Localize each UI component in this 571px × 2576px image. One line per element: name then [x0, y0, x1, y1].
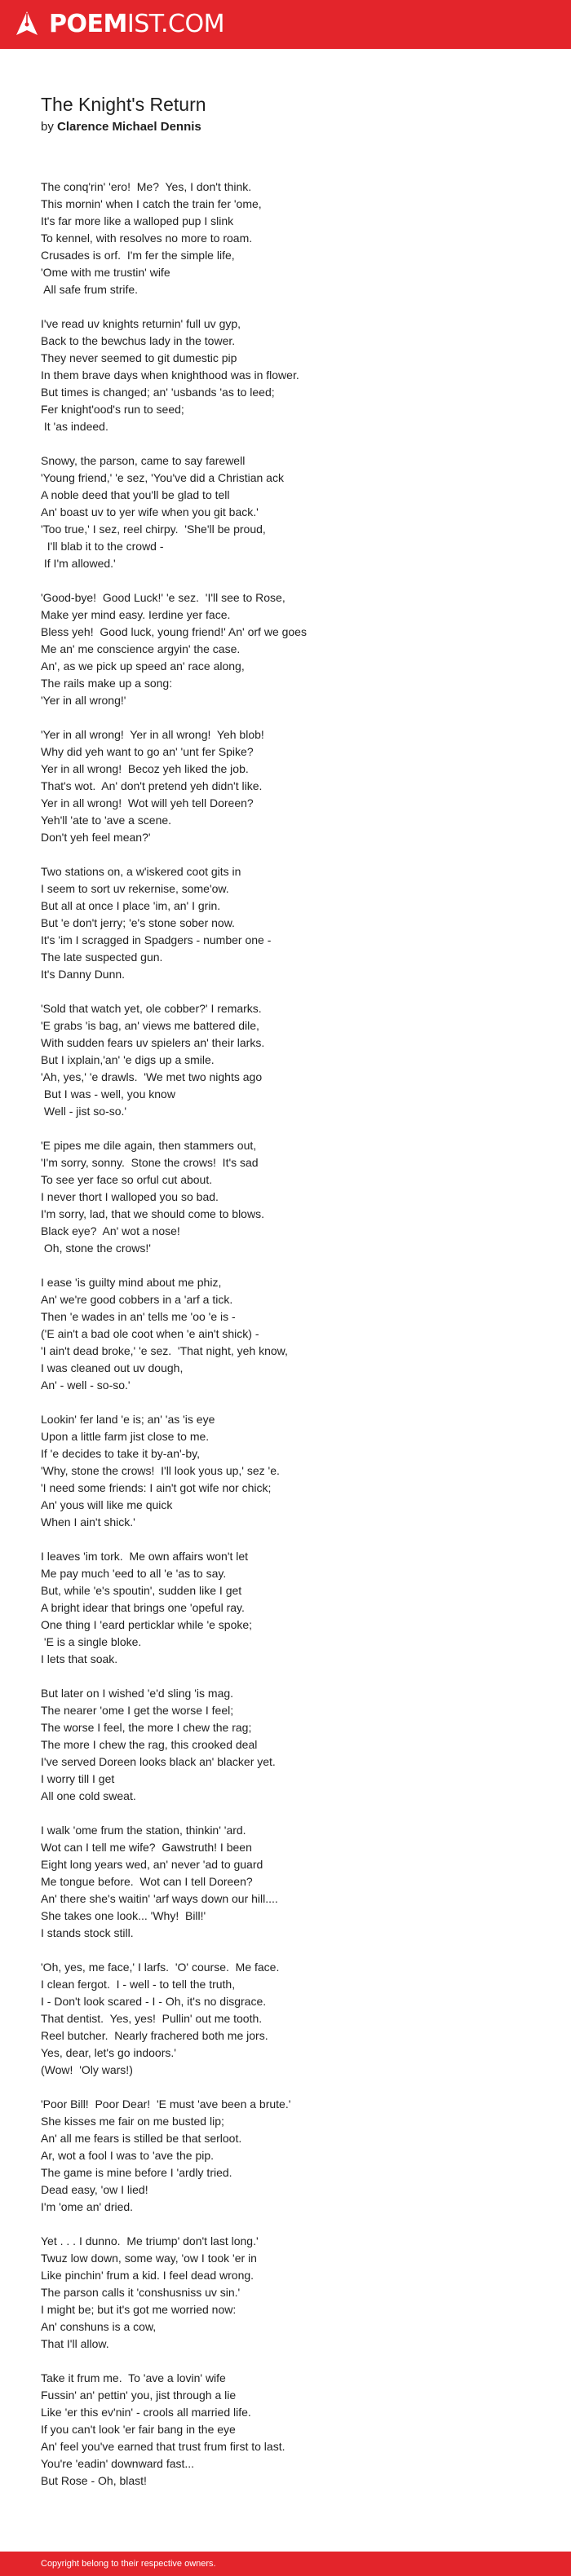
poem-line: To kennel, with resolves no more to roam. — [41, 232, 253, 245]
poem-line: An', as we pick up speed an' race along, — [41, 659, 245, 673]
poem-line: I leaves 'im tork. Me own affairs won't let — [41, 1550, 249, 1563]
poem-line: I was cleaned out uv dough, — [41, 1361, 184, 1374]
stanza — [41, 315, 547, 435]
poem-line: 'Sold that watch yet, ole cobber?' I remarks. — [41, 1002, 262, 1015]
poem-line: You're 'eadin' downward fast... — [41, 2457, 195, 2470]
poem-line: Yer in all wrong! Wot will yeh tell Doreen? — [41, 796, 254, 809]
poem-line: 'Why, stone the crows! I'll look yous up,' sez 'e. — [41, 1464, 280, 1477]
poem-line: I've read uv knights returnin' full uv gyp, — [41, 317, 241, 330]
stanza-gap — [41, 1257, 547, 1274]
stanza — [41, 452, 547, 572]
poem-line: I lets that soak. — [41, 1652, 118, 1665]
poem-line: Back to the bewchus lady in the tower. — [41, 334, 236, 347]
poem-line: The game is mine before I 'ardly tried. — [41, 2166, 232, 2179]
stanza-gap — [41, 2079, 547, 2096]
poem-line: 'I'm sorry, sonny. Stone the crows! It's sad — [41, 1156, 259, 1169]
poem-line: A bright idear that brings one 'opeful ray. — [41, 1601, 245, 1614]
poem-line: I ease 'is guilty mind about me phiz, — [41, 1276, 222, 1289]
poem-line: I'm 'ome an' dried. — [41, 2200, 134, 2213]
poem-line: An' boast uv to yer wife when you git back.' — [41, 505, 259, 518]
poem-line: She kisses me fair on me busted lip; — [41, 2115, 224, 2128]
stanza-gap — [41, 435, 547, 452]
poem-line: I'll blab it to the crowd - — [41, 540, 164, 553]
poem-line: Don't yeh feel mean?' — [41, 831, 151, 844]
poem-line: Crusades is orf. I'm fer the simple life, — [41, 249, 235, 262]
poem-line: An' yous will like me quick — [41, 1498, 173, 1511]
poem-line: But later on I wished 'e'd sling 'is mag. — [41, 1687, 234, 1700]
poem-line: 'Poor Bill! Poor Dear! 'E must 'ave been a brute.' — [41, 2097, 291, 2111]
stanza-gap — [41, 1531, 547, 1548]
poem-line: Fussin' an' pettin' you, jist through a lie — [41, 2389, 237, 2402]
poem-body — [41, 179, 547, 2490]
poem-line: It's Danny Dunn. — [41, 968, 126, 981]
poem-line: An' conshuns is a cow, — [41, 2320, 157, 2333]
stanza — [41, 1411, 547, 1531]
poem-line: 'E pipes me dile again, then stammers out, — [41, 1139, 257, 1152]
poem-line: Black eye? An' wot a nose! — [41, 1224, 180, 1237]
poem-line: Yer in all wrong! Becoz yeh liked the job. — [41, 762, 249, 775]
poem-line: It's 'im I scragged in Spadgers - number one - — [41, 933, 272, 946]
stanza-gap — [41, 1120, 547, 1137]
poem-line: But I was - well, you know — [41, 1087, 175, 1101]
poem-line: Yes, dear, let's go indoors.' — [41, 2046, 176, 2059]
poem-line: 'I need some friends: I ain't got wife nor chick; — [41, 1481, 272, 1494]
poem-line: Twuz low down, some way, 'ow I took 'er in — [41, 2252, 257, 2265]
poem-line: Yet . . . I dunno. Me triump' don't last long.' — [41, 2234, 259, 2247]
poem-line: An' we're good cobbers in a 'arf a tick. — [41, 1293, 233, 1306]
poem-line: But 'e don't jerry; 'e's stone sober now. — [41, 916, 235, 929]
stanza-gap — [41, 1394, 547, 1411]
stanza — [41, 1274, 547, 1394]
stanza — [41, 589, 547, 709]
logo-text-bold: POEM — [49, 10, 127, 38]
site-header — [0, 0, 571, 49]
poem-line: I - Don't look scared - I - Oh, it's no disgrace. — [41, 1995, 267, 2008]
stanza — [41, 179, 547, 298]
poem-line: I never thort I walloped you so bad. — [41, 1190, 219, 1203]
poem-line: All one cold sweat. — [41, 1789, 136, 1802]
poem-line: I walk 'ome frum the station, thinkin' 'ard. — [41, 1824, 246, 1837]
poem-line: It 'as indeed. — [41, 420, 108, 433]
poem-line: Why did yeh want to go an' 'unt fer Spike? — [41, 745, 254, 758]
stanza-gap — [41, 2353, 547, 2370]
stanza — [41, 1548, 547, 1668]
poem-line: Me tongue before. Wot can I tell Doreen? — [41, 1875, 253, 1888]
poem-line: 'Oh, yes, me face,' I larfs. 'O' course. Me face. — [41, 1961, 280, 1974]
stanza — [41, 1959, 547, 2079]
byline-prefix: by — [41, 120, 58, 134]
poem-line: I clean fergot. I - well - to tell the truth, — [41, 1978, 236, 1991]
poem-line: Make yer mind easy. Ierdine yer face. — [41, 608, 231, 621]
poem-line: That's wot. An' don't pretend yeh didn't like. — [41, 779, 263, 792]
poem-line: But Rose - Oh, blast! — [41, 2474, 147, 2487]
poem-line: This mornin' when I catch the train fer 'ome, — [41, 197, 262, 210]
poem-line: That dentist. Yes, yes! Pullin' out me tooth. — [41, 2012, 263, 2025]
poem-line: I'm sorry, lad, that we should come to blows. — [41, 1207, 264, 1220]
poem-title: The Knight's Return — [41, 94, 206, 115]
poem-line: Me pay much 'eed to all 'e 'as to say. — [41, 1567, 227, 1580]
poem-line: With sudden fears uv spielers an' their larks. — [41, 1036, 265, 1049]
site-logo-link[interactable] — [49, 10, 224, 39]
poem-line: (Wow! 'Oly wars!) — [41, 2063, 133, 2076]
poem-line: ('E ain't a bad ole coot when 'e ain't shick) - — [41, 1327, 259, 1340]
poem-line: To see yer face so orful cut about. — [41, 1173, 213, 1186]
stanza-gap — [41, 709, 547, 726]
poem-line: Eight long years wed, an' never 'ad to guard — [41, 1858, 263, 1871]
poem-line: 'Yer in all wrong! Yer in all wrong! Yeh blob! — [41, 728, 264, 741]
stanza — [41, 1137, 547, 1257]
stanza-gap — [41, 1805, 547, 1822]
poem-line: But all at once I place 'im, an' I grin. — [41, 899, 221, 912]
poem-line: 'Young friend,' 'e sez, 'You've did a Christian ack — [41, 471, 284, 484]
poem-line: An' feel you've earned that trust frum first to last. — [41, 2440, 286, 2453]
poem-line: But times is changed; an' 'usbands 'as to leed; — [41, 386, 275, 399]
stanza-gap — [41, 298, 547, 315]
byline — [41, 119, 201, 135]
poem-line: I stands stock still. — [41, 1926, 134, 1939]
poem-line: They never seemed to git dumestic pip — [41, 351, 237, 364]
poem-line: I seem to sort uv rekernise, some'ow. — [41, 882, 229, 895]
poem-line: Dead easy, 'ow I lied! — [41, 2183, 148, 2196]
poem-line: If 'e decides to take it by-an'-by, — [41, 1447, 200, 1460]
poem-line: I might be; but it's got me worried now: — [41, 2303, 237, 2316]
poem-line: Oh, stone the crows!' — [41, 1242, 151, 1255]
poem-line: I've served Doreen looks black an' blacker yet. — [41, 1755, 276, 1768]
poem-line: The conq'rin' 'ero! Me? Yes, I don't think. — [41, 180, 252, 193]
poem-line: An' - well - so-so.' — [41, 1378, 131, 1392]
stanza-gap — [41, 983, 547, 1000]
poem-line: Ar, wot a fool I was to 'ave the pip. — [41, 2149, 215, 2162]
poem-line: Upon a little farm jist close to me. — [41, 1430, 210, 1443]
site-footer — [0, 2552, 571, 2576]
poem-line: The rails make up a song: — [41, 677, 173, 690]
poem-line: Two stations on, a w'iskered coot gits in — [41, 865, 241, 878]
copyright-notice: Copyright belong to their respective owners. — [41, 2559, 216, 2569]
stanza — [41, 726, 547, 846]
poem-line: Me an' me conscience argyin' the case. — [41, 642, 241, 655]
stanza-gap — [41, 1942, 547, 1959]
poem-line: A noble deed that you'll be glad to tell — [41, 488, 230, 501]
stanza-gap — [41, 572, 547, 589]
stanza-gap — [41, 846, 547, 863]
poem-line: 'Yer in all wrong!' — [41, 694, 126, 707]
poem-line: When I ain't shick.' — [41, 1515, 135, 1528]
poem-line: The worse I feel, the more I chew the rag; — [41, 1721, 252, 1734]
poem-line: Like 'er this ev'nin' - crools all married life. — [41, 2406, 251, 2419]
poem-line: But I ixplain,'an' 'e digs up a smile. — [41, 1053, 215, 1066]
poem-line: The late suspected gun. — [41, 951, 163, 964]
stanza — [41, 2096, 547, 2216]
poem-line: The parson calls it 'conshusniss uv sin.' — [41, 2286, 241, 2299]
poem-line: Bless yeh! Good luck, young friend!' An' orf we goes — [41, 625, 307, 638]
stanza-gap — [41, 2216, 547, 2233]
poem-line: Snowy, the parson, came to say farewell — [41, 454, 246, 467]
poem-line: Wot can I tell me wife? Gawstruth! I been — [41, 1841, 252, 1854]
poem-line: Then 'e wades in an' tells me 'oo 'e is - — [41, 1310, 236, 1323]
stanza — [41, 863, 547, 983]
poem-line: Like pinchin' frum a kid. I feel dead wrong. — [41, 2269, 255, 2282]
poem-line: 'E is a single bloke. — [41, 1635, 142, 1648]
poem-line: Yeh'll 'ate to 'ave a scene. — [41, 814, 172, 827]
stanza — [41, 2233, 547, 2353]
poem-line: The nearer 'ome I get the worse I feel; — [41, 1704, 234, 1717]
poem-line: 'Good-bye! Good Luck!' 'e sez. 'I'll see to Rose, — [41, 591, 286, 604]
stanza-gap — [41, 1668, 547, 1685]
poem-line: Fer knight'ood's run to seed; — [41, 403, 184, 416]
poem-line: But, while 'e's spoutin', sudden like I get — [41, 1584, 242, 1597]
pen-nib-logo-icon — [15, 11, 39, 37]
poem-line: Take it frum me. To 'ave a lovin' wife — [41, 2371, 226, 2384]
poem-line: An' there she's waitin' 'arf ways down our hill.... — [41, 1892, 278, 1905]
poem-line: It's far more like a walloped pup I slink — [41, 214, 234, 227]
poem-line: One thing I 'eard perticklar while 'e spoke; — [41, 1618, 253, 1631]
poem-line: That I'll allow. — [41, 2337, 109, 2350]
poem-line: I worry till I get — [41, 1772, 115, 1785]
author-name[interactable]: Clarence Michael Dennis — [57, 120, 201, 134]
poem-line: If you can't look 'er fair bang in the eye — [41, 2423, 236, 2436]
poem-line: 'Too true,' I sez, reel chirpy. 'She'll be proud, — [41, 523, 266, 536]
poem-line: In them brave days when knighthood was in flower. — [41, 368, 299, 382]
poem-line: If I'm allowed.' — [41, 557, 116, 570]
poem-line: The more I chew the rag, this crooked deal — [41, 1738, 258, 1751]
poem-line: Lookin' fer land 'e is; an' 'as 'is eye — [41, 1413, 215, 1426]
poem-line: 'Ome with me trustin' wife — [41, 266, 170, 279]
logo-text-light: IST.COM — [126, 10, 224, 38]
stanza — [41, 1000, 547, 1120]
poem-line: She takes one look... 'Why! Bill!' — [41, 1909, 206, 1922]
stanza — [41, 1685, 547, 1805]
poem-line: Reel butcher. Nearly frachered both me jors. — [41, 2029, 268, 2042]
poem-line: Well - jist so-so.' — [41, 1105, 127, 1118]
poem-line: 'I ain't dead broke,' 'e sez. 'That night, yeh know, — [41, 1344, 288, 1357]
poem-line: 'Ah, yes,' 'e drawls. 'We met two nights ago — [41, 1070, 263, 1083]
poem-line: An' all me fears is stilled be that serloot. — [41, 2132, 242, 2145]
stanza — [41, 1822, 547, 1942]
poem-line: All safe frum strife. — [41, 283, 139, 296]
poem-line: 'E grabs 'is bag, an' views me battered dile, — [41, 1019, 259, 1032]
stanza — [41, 2370, 547, 2490]
